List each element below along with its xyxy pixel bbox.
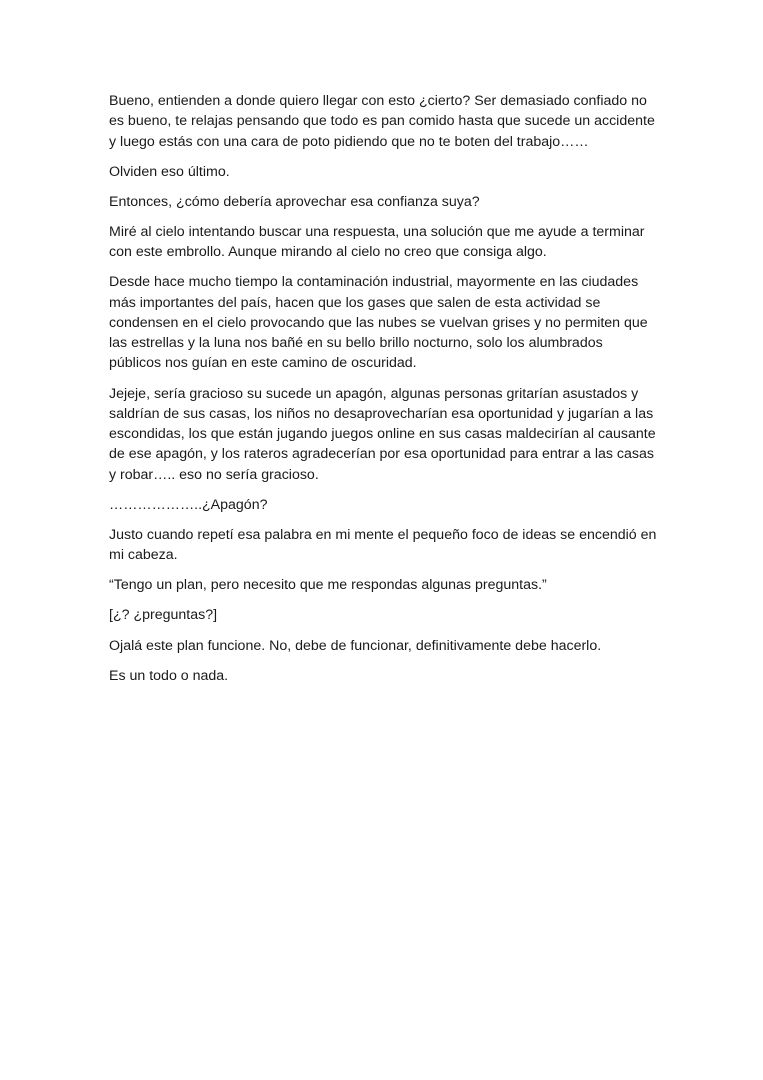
document-body — [109, 91, 657, 696]
paragraph: Bueno, entienden a donde quiero llegar con esto ¿cierto? Ser demasiado confiado no es bueno, te relajas pensando que todo es pan comido hasta que sucede un accidente y luego estás con una cara de poto pidiendo que no te boten del trabajo…… — [109, 93, 655, 150]
paragraph: Entonces, ¿cómo debería aprovechar esa confianza suya? — [109, 193, 480, 210]
paragraph: [¿? ¿preguntas?] — [109, 607, 218, 624]
paragraph: Es un todo o nada. — [109, 667, 229, 684]
paragraph: Miré al cielo intentando buscar una respuesta, una solución que me ayude a terminar con este embrollo. Aunque mirando al cielo no creo que consiga algo. — [109, 223, 645, 261]
paragraph: ………………..¿Apagón? — [109, 496, 268, 513]
paragraph: Justo cuando repetí esa palabra en mi mente el pequeño foco de ideas se encendió en mi cabeza. — [109, 526, 657, 564]
paragraph: “Tengo un plan, pero necesito que me respondas algunas preguntas.” — [109, 577, 547, 594]
paragraph: Desde hace mucho tiempo la contaminación industrial, mayormente en las ciudades más importantes del país, hacen que los gases que salen de esta actividad se condensen en el cielo provocando que las nubes se vuelvan grises y no permiten que las estrellas y la luna nos bañé en su bello brillo nocturno, solo los alumbrados públicos nos guían en este camino de oscuridad. — [109, 274, 648, 372]
paragraph: Ojalá este plan funcione. No, debe de funcionar, definitivamente debe hacerlo. — [109, 637, 602, 654]
paragraph: Jejeje, sería gracioso su sucede un apagón, algunas personas gritarían asustados y saldrían de sus casas, los niños no desaprovecharían esa oportunidad y jugarían a las escondidas, los que están jugando juegos online en sus casas maldecirían al causante de ese apagón, y los rateros agradecerían por esa oportunidad para entrar a las casas y robar….. eso no sería gracioso. — [109, 385, 656, 483]
paragraph: Olviden eso último. — [109, 163, 230, 180]
